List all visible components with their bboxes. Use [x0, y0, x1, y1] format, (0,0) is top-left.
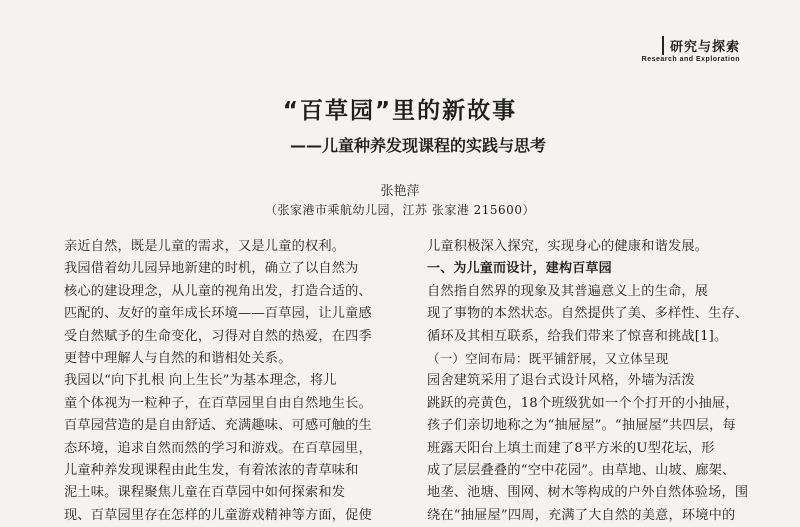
- body-column-right: [427, 236, 765, 527]
- section-label-cn: 研究与探索: [662, 36, 740, 55]
- article-title: “百草园”里的新故事: [282, 98, 518, 124]
- body-line: 现、百草园里存在怎样的儿童游戏精神等方面，促使: [64, 507, 372, 523]
- body-line: 百草园营造的是自由舒适、充满趣味、可感可触的生: [64, 418, 372, 434]
- body-line: 态环境，追求自然而然的学习和游戏。在百草园里，: [64, 440, 372, 456]
- article-subtitle: ——儿童种养发现课程的实践与思考: [290, 136, 547, 155]
- body-line: 成了层层叠叠的“空中花园”。由草地、山坡、廊架、: [427, 463, 736, 479]
- body-line: 我园借着幼儿园异地新建的时机，确立了以自然为: [64, 261, 359, 277]
- section-heading: 一、为儿童而设计，建构百草园: [427, 261, 612, 277]
- body-line: 班露天阳台上填土而建了8平方米的U型花坛，形: [427, 440, 715, 456]
- body-line: 地垄、池塘、围网、树木等构成的户外自然体验场，围: [427, 485, 749, 501]
- body-line: 亲近自然，既是儿童的需求，又是儿童的权利。: [64, 239, 346, 254]
- subsection-heading: （一）空间布局：既平铺舒展，又立体呈现: [427, 351, 669, 367]
- body-line: 儿童积极深入探究，实现身心的健康和谐发展。: [427, 239, 709, 254]
- body-line: 更替中理解人与自然的和谐相处关系。: [64, 351, 292, 367]
- body-line: 儿童种养发现课程由此生发，有着浓浓的青草味和: [64, 463, 359, 479]
- body-line: 跳跃的亮黄色，18个班级犹如一个个打开的小抽屉，: [427, 395, 739, 411]
- body-line: 绕在“抽屉屋”四周，充满了大自然的美意，环境中的: [427, 507, 736, 523]
- body-line: 受自然赋予的生命变化，习得对自然的热爱，在四季: [64, 328, 372, 344]
- section-header: [642, 36, 740, 63]
- body-line: 自然指自然界的现象及其普遍意义上的生命，展: [427, 283, 709, 299]
- body-line: 我园以“向下扎根 向上生长”为基本理念，将儿: [64, 373, 337, 389]
- body-line: 循环及其相互联系，给我们带来了惊喜和挑战[1]。: [427, 328, 728, 344]
- author-affiliation: （张家港市乘航幼儿园，江苏 张家港 215600）: [265, 203, 535, 217]
- author-name: 张艳萍: [380, 184, 420, 199]
- body-line: 现了事物的本然状态。自然提供了美、多样性、生存、: [427, 306, 749, 322]
- body-line: 匹配的、友好的童年成长环境——百草园，让儿童感: [64, 306, 372, 322]
- body-line: 童个体视为一粒种子，在百草园里自由自然地生长。: [64, 395, 372, 411]
- body-line: 园舍建筑采用了退台式设计风格，外墙为活泼: [427, 373, 695, 389]
- body-column-left: [64, 236, 398, 527]
- section-label-en: Research and Exploration: [641, 56, 740, 63]
- body-line: 泥土味。课程聚焦儿童在百草园中如何探索和发: [64, 485, 346, 501]
- body-line: 孩子们亲切地称之为“抽屉屋”。“抽屉屋”共四层，每: [427, 418, 736, 434]
- body-line: 核心的建设理念，从儿童的视角出发，打造合适的、: [64, 283, 372, 299]
